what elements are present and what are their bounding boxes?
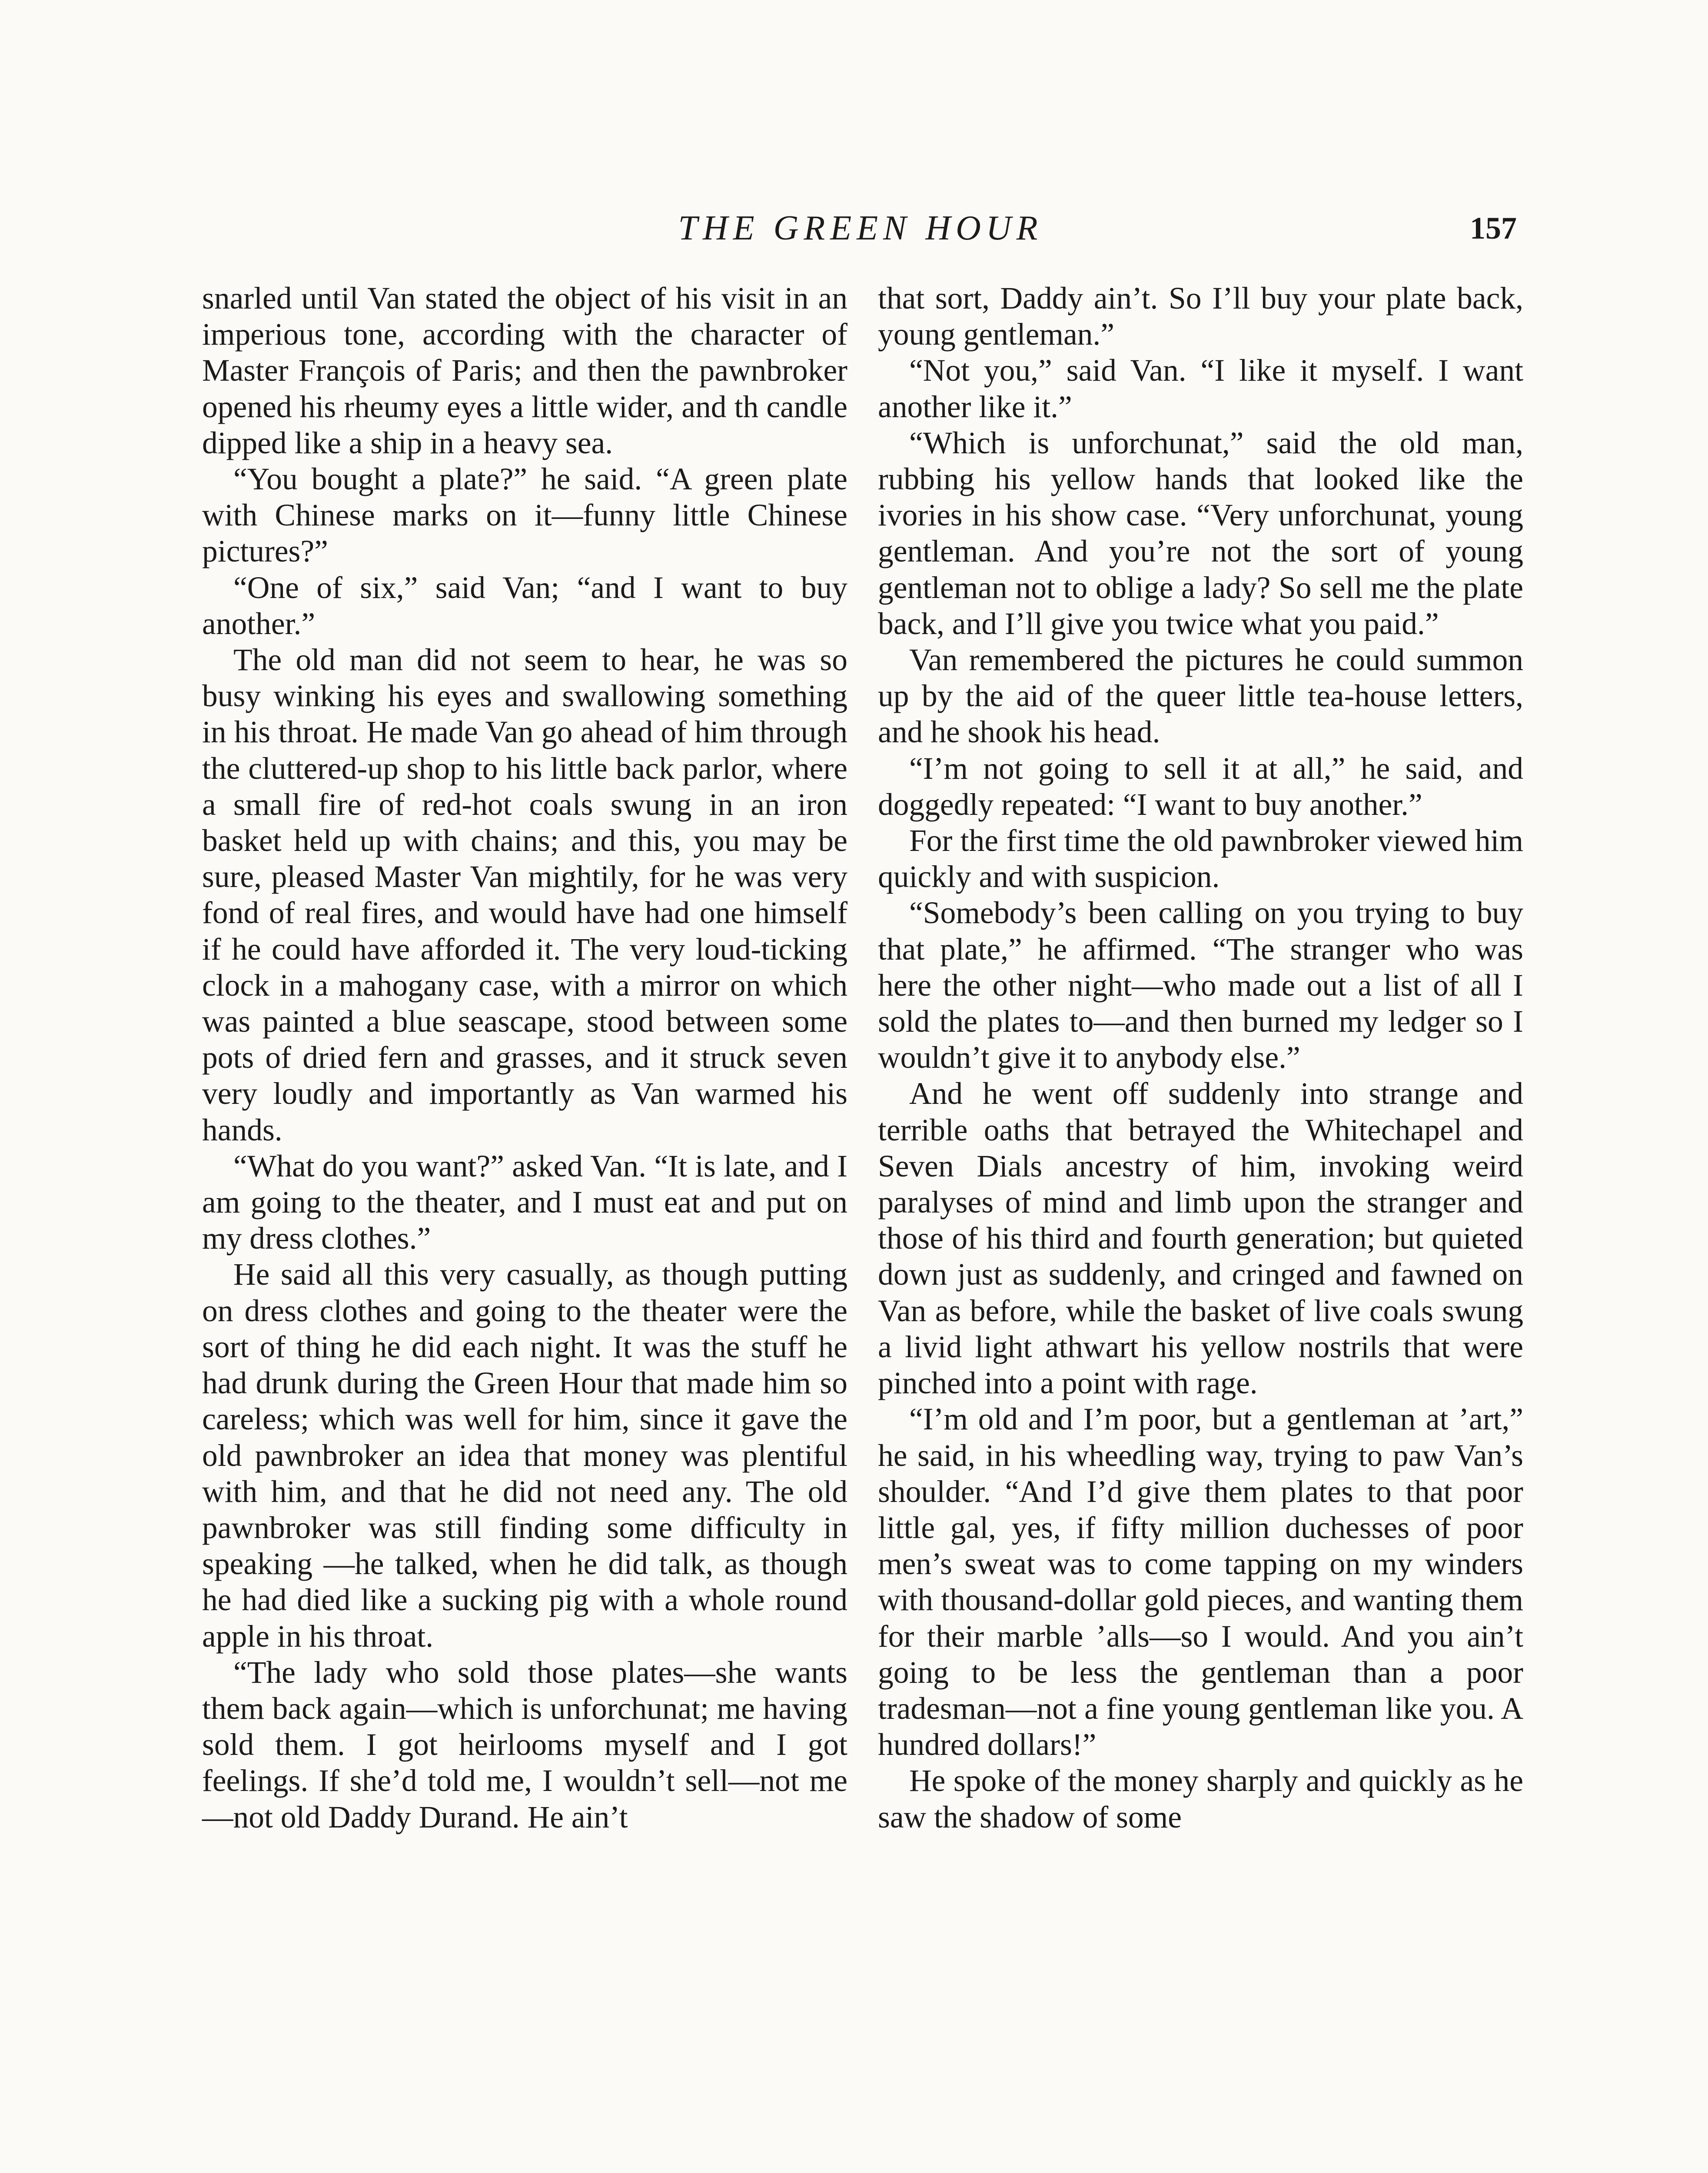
paragraph: “You bought a plate?” he said. “A green plate with Chinese marks on it—funny little Chinese pictures?” [202,462,847,569]
paragraph: “One of six,” said Van; “and I want to buy another.” [202,570,847,641]
paragraph: Van remembered the pictures he could summon up by the aid of the queer little tea-house letters, and he shook his head. [878,643,1523,750]
running-title: THE GREEN HOUR [678,209,1043,247]
left-column [202,280,847,1835]
paragraph: He spoke of the money sharply and quickly as he saw the shadow of some [878,1764,1523,1834]
page-number: 157 [1470,211,1517,246]
paragraph: that sort, Daddy ain’t. So I’ll buy your plate back, young gentleman.” [878,281,1523,352]
paragraph: “What do you want?” asked Van. “It is late, and I am going to the theater, and I must eat and put on my dress clothes.” [202,1149,847,1256]
paragraph: “I’m not going to sell it at all,” he said, and doggedly repeated: “I want to buy another.” [878,751,1523,822]
paragraph: “Which is unforchunat,” said the old man, rubbing his yellow hands that looked like the ivories in his show case. “Very unforchunat, young gentleman. And you’re not the sort of young gentleman not to oblige a lady? So sell me the plate back, and I’ll give you twice what you paid.” [878,425,1523,641]
paragraph: “Somebody’s been calling on you trying to buy that plate,” he affirmed. “The stranger who was here the other night—who made out a list of all I sold the plates to—and then burned my ledger so I wouldn’t give it to anybody else.” [878,896,1523,1075]
paragraph: “The lady who sold those plates—she wants them back again—which is unforchunat; me having sold them. I got heirlooms myself and I got feelings. If she’d told me, I wouldn’t sell—not me—not old Daddy Durand. He ain’t [202,1655,847,1834]
paragraph: For the first time the old pawnbroker viewed him quickly and with suspicion. [878,824,1523,894]
paragraph: “Not you,” said Van. “I like it myself. I want another like it.” [878,353,1523,424]
paragraph: “I’m old and I’m poor, but a gentleman at ’art,” he said, in his wheedling way, trying to paw Van’s shoulder. “And I’d give them plates to that poor little gal, yes, if fifty million duchesses of poor men’s sweat was to come tapping on my winders with thousand-dollar gold pieces, and wanting them for their marble ’alls—so I would. And you ain’t going to be less the gentleman than a poor tradesman—not a fine young gentleman like you. A hundred dollars!” [878,1402,1523,1762]
running-head [204,204,1517,252]
paragraph: And he went off suddenly into strange and terrible oaths that betrayed the Whitechapel and Seven Dials ancestry of him, invoking weird paralyses of mind and limb upon the stranger and those of his third and fourth generation; but quieted down just as suddenly, and cringed and fawned on Van as before, while the basket of live coals swung a livid light athwart his yellow nostrils that were pinched into a point with rage. [878,1077,1523,1401]
right-column [878,280,1523,1835]
paragraph: The old man did not seem to hear, he was so busy winking his eyes and swallowing something in his throat. He made Van go ahead of him through the cluttered-up shop to his little back parlor, where a small fire of red-hot coals swung in an iron basket held up with chains; and this, you may be sure, pleased Master Van mightily, for he was very fond of real fires, and would have had one himself if he could have afforded it. The very loud-ticking clock in a mahogany case, with a mirror on which was painted a blue seascape, stood between some pots of dried fern and grasses, and it struck seven very loudly and importantly as Van warmed his hands. [202,643,847,1147]
paragraph: He said all this very casually, as though putting on dress clothes and going to the theater were the sort of thing he did each night. It was the stuff he had drunk during the Green Hour that made him so careless; which was well for him, since it gave the old pawnbroker an idea that money was plentiful with him, and that he did not need any. The old pawnbroker was still finding some difficulty in speaking —he talked, when he did talk, as though he had died like a sucking pig with a whole round apple in his throat. [202,1257,847,1654]
paragraph: snarled until Van stated the object of his visit in an imperious tone, according with the character of Master François of Paris; and then the pawnbroker opened his rheumy eyes a little wider, and th candle dipped like a ship in a heavy sea. [202,281,847,460]
